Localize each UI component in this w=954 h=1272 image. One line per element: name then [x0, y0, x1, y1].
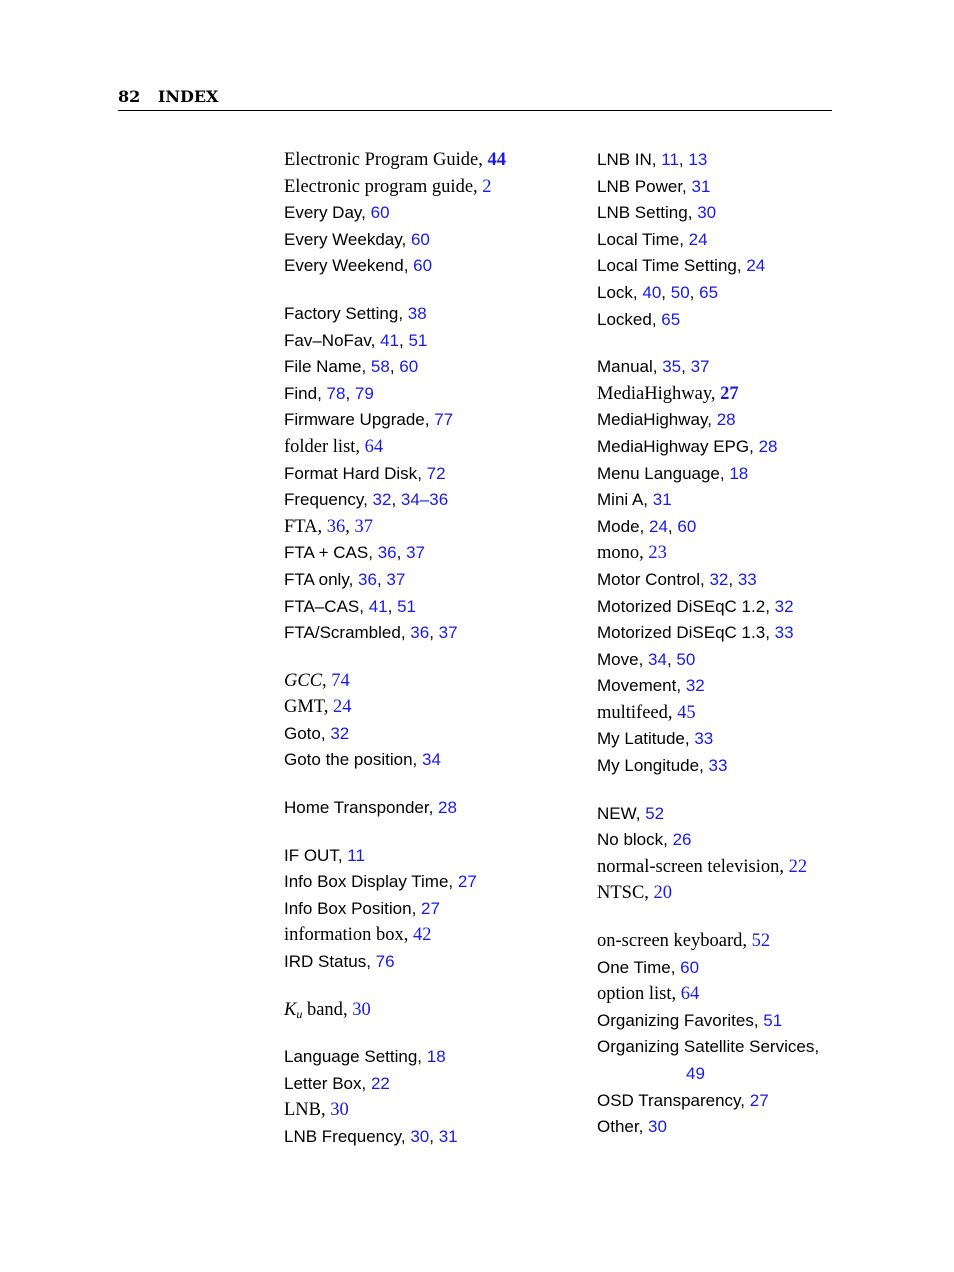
index-term: FTA/Scrambled — [284, 623, 401, 643]
index-term: Info Box Display Time — [284, 872, 449, 892]
index-term: K — [284, 999, 297, 1020]
page-link[interactable]: 33 — [708, 756, 728, 776]
index-term: Motorized DiSEqC 1.3 — [597, 623, 766, 643]
index-entry: Other, 30 — [597, 1117, 667, 1137]
page-link[interactable]: 60 — [370, 203, 390, 223]
index-term: Other — [597, 1117, 639, 1137]
index-entry: LNB IN, 11, 13 — [597, 150, 708, 169]
index-entry: Menu Language, 18 — [597, 463, 749, 483]
page-link[interactable]: 27 — [457, 872, 477, 892]
index-term: Manual — [597, 357, 653, 377]
index-entry: Lock, 40, 50, 65 — [597, 282, 719, 302]
index-entry: File Name, 58, 60 — [284, 357, 419, 377]
index-entry: folder list, 64 — [284, 436, 384, 457]
index-term: GCC — [284, 670, 323, 691]
index-entry: Electronic program guide, 2 — [284, 176, 492, 197]
index-term: My Longitude — [597, 756, 700, 776]
page-link[interactable]: 26 — [672, 830, 692, 850]
index-term: OSD Transparency — [597, 1090, 741, 1110]
index-entry: Organizing Favorites, 51 — [597, 1010, 783, 1030]
index-term: FTA–CAS — [284, 596, 360, 616]
index-term-suffix: band — [302, 999, 343, 1020]
page-link[interactable]: 24 — [333, 697, 352, 718]
page-link[interactable]: 28 — [758, 436, 778, 456]
index-term: LNB Power — [597, 176, 683, 196]
page-link[interactable]: 30 — [352, 999, 371, 1020]
index-term: Electronic program guide — [284, 176, 474, 197]
index-term: Every Weekend — [284, 256, 404, 276]
page-link[interactable]: 22 — [788, 856, 808, 877]
page-link[interactable]: 20 — [653, 883, 673, 904]
index-entry: Letter Box, 22 — [284, 1073, 390, 1093]
page-link[interactable]: 31 — [652, 490, 672, 510]
index-entry: FTA/Scrambled, 36, 37 — [284, 623, 458, 643]
page-link[interactable]: 31 — [691, 176, 711, 196]
page-link[interactable]: 51 — [408, 330, 428, 350]
index-term: Movement — [597, 676, 677, 696]
page-link[interactable]: 11 — [661, 150, 679, 169]
page-link[interactable]: 60 — [399, 357, 419, 377]
index-entry: information box, 42 — [284, 925, 432, 946]
index-term: Locked — [597, 309, 652, 329]
index-column-right — [597, 147, 847, 1162]
index-term: GMT — [284, 697, 324, 718]
page-link[interactable]: 60 — [680, 957, 700, 977]
index-term: IRD Status — [284, 952, 367, 972]
index-entry: Motor Control, 32, 33 — [597, 569, 757, 589]
index-entry: IF OUT, 11 — [284, 845, 365, 865]
page-link[interactable]: 41 — [380, 330, 399, 350]
page-link[interactable]: 27 — [749, 1090, 769, 1110]
index-term: No block — [597, 830, 664, 850]
index-entry: Local Time Setting, 24 — [597, 256, 766, 276]
index-entry: FTA + CAS, 36, 37 — [284, 543, 425, 563]
index-entry: LNB Frequency, 30, 31 — [284, 1127, 458, 1146]
index-entry: Every Weekend, 60 — [284, 256, 433, 276]
index-term: Organizing Satellite Services, — [597, 1037, 820, 1057]
page-link[interactable]: 45 — [677, 702, 696, 723]
page-link[interactable]: 74 — [331, 670, 350, 691]
page-link[interactable]: 51 — [397, 596, 417, 616]
index-entry: MediaHighway, 27 — [597, 383, 739, 404]
index-term: Info Box Position — [284, 898, 412, 918]
index-entry: Local Time, 24 — [597, 229, 708, 249]
index-term: on-screen keyboard — [597, 931, 743, 952]
index-term: Motorized DiSEqC 1.2 — [597, 596, 766, 616]
page-link[interactable]: 36 — [377, 543, 397, 563]
page-link[interactable]: 64 — [680, 984, 700, 1005]
page-link[interactable]: 18 — [426, 1047, 446, 1067]
index-entry: FTA only, 36, 37 — [284, 569, 406, 589]
index-term: FTA + CAS — [284, 543, 369, 563]
page-link[interactable]: 60 — [410, 229, 430, 249]
index-term: LNB Setting — [597, 203, 688, 223]
index-entry: Locked, 65 — [597, 309, 681, 329]
index-term: Format Hard Disk — [284, 463, 418, 483]
index-term: Fav–NoFav — [284, 330, 371, 350]
index-term: Goto — [284, 723, 321, 743]
index-letter-group — [597, 354, 847, 780]
page-link[interactable]: 37 — [386, 569, 406, 589]
index-term: Menu Language — [597, 463, 720, 483]
index-term: NEW — [597, 803, 636, 823]
index-letter-group — [284, 147, 534, 280]
index-term: MediaHighway — [597, 383, 711, 404]
page-link[interactable]: 28 — [716, 410, 736, 430]
index-term: One Time — [597, 957, 671, 977]
index-entry: OSD Transparency, 27 — [597, 1090, 769, 1110]
page-link[interactable]: 40 — [642, 282, 662, 302]
index-entry: Goto, 32 — [284, 723, 350, 743]
page-link[interactable]: 50 — [676, 649, 696, 669]
index-entry: GCC, 74 — [284, 670, 350, 691]
index-term: LNB IN — [597, 150, 652, 169]
running-header — [118, 86, 832, 111]
index-entry: NEW, 52 — [597, 803, 665, 823]
index-entry: MediaHighway EPG, 28 — [597, 436, 778, 456]
page-link[interactable]: 36 — [358, 569, 377, 589]
index-term: Every Weekday — [284, 229, 402, 249]
index-entry: Mini A, 31 — [597, 490, 672, 510]
index-term: Frequency — [284, 490, 364, 510]
index-entry: GMT, 24 — [284, 697, 352, 718]
page-link[interactable]: 77 — [434, 410, 454, 430]
page-link[interactable]: 33 — [694, 729, 714, 749]
index-entry: on-screen keyboard, 52 — [597, 931, 771, 952]
page-link[interactable]: 32 — [330, 723, 350, 743]
index-entry: LNB Setting, 30 — [597, 203, 717, 223]
index-entry: Motorized DiSEqC 1.3, 33 — [597, 623, 794, 643]
index-term: Language Setting — [284, 1047, 418, 1067]
index-term: Every Day — [284, 203, 362, 223]
index-term: Home Transponder — [284, 798, 429, 818]
page-link[interactable]: 44 — [487, 150, 506, 170]
index-entry: Frequency, 32, 34–36 — [284, 490, 449, 510]
index-entry: Factory Setting, 38 — [284, 303, 427, 323]
index-term: Firmware Upgrade — [284, 410, 425, 430]
index-entry: Every Weekday, 60 — [284, 229, 430, 249]
index-term: normal-screen television — [597, 856, 780, 877]
index-entry: Electronic Program Guide, 44 — [284, 150, 506, 170]
page-link[interactable]: 32 — [372, 490, 392, 510]
index-term: information box — [284, 925, 404, 946]
index-term: MediaHighway — [597, 410, 708, 430]
page-link[interactable]: 18 — [729, 463, 749, 483]
index-entry: Manual, 35, 37 — [597, 357, 710, 377]
index-entry: LNB Power, 31 — [597, 176, 711, 196]
index-letter-group — [284, 301, 534, 647]
index-entry: mono, 23 — [597, 543, 667, 564]
index-column-left — [284, 147, 534, 1172]
page-link[interactable]: 52 — [645, 803, 665, 823]
index-entry-continued — [597, 1061, 847, 1088]
index-letter-group — [284, 795, 534, 822]
index-term: Lock — [597, 282, 633, 302]
page-number: 82 — [118, 87, 141, 106]
page-link[interactable]: 37 — [438, 623, 458, 643]
page-link[interactable]: 38 — [407, 303, 427, 323]
page-link[interactable]: 37 — [354, 516, 373, 537]
page-link[interactable]: 58 — [370, 357, 390, 377]
index-term: option list — [597, 984, 672, 1005]
page-link[interactable]: 11 — [347, 845, 365, 865]
index-term: Goto the position — [284, 750, 413, 770]
index-entry: One Time, 60 — [597, 957, 700, 977]
index-entry: Movement, 32 — [597, 676, 705, 696]
page-link[interactable]: 32 — [709, 569, 729, 589]
page-link[interactable]: 35 — [662, 357, 682, 377]
index-entry: Home Transponder, 28 — [284, 798, 457, 818]
page-link[interactable]: 23 — [648, 543, 667, 564]
index-term: Mode — [597, 516, 640, 536]
page-link[interactable]: 37 — [406, 543, 425, 563]
index-entry: Motorized DiSEqC 1.2, 32 — [597, 596, 794, 616]
index-term: Organizing Favorites — [597, 1010, 754, 1030]
page-link[interactable]: 31 — [438, 1127, 458, 1146]
index-letter-group — [597, 801, 847, 907]
index-entry: Language Setting, 18 — [284, 1047, 446, 1067]
index-entry: multifeed, 45 — [597, 702, 696, 723]
index-entry: IRD Status, 76 — [284, 952, 395, 972]
index-entry: FTA–CAS, 41, 51 — [284, 596, 417, 616]
page-link[interactable]: 33 — [774, 623, 794, 643]
page-link[interactable]: 49 — [686, 1064, 705, 1083]
page-link[interactable]: 65 — [699, 282, 719, 302]
index-entry: Fav–NoFav, 41, 51 — [284, 330, 428, 350]
page-link[interactable]: 27 — [421, 898, 440, 918]
index-entry: Format Hard Disk, 72 — [284, 463, 446, 483]
index-letter-group — [284, 668, 534, 774]
index-letter-group — [284, 997, 534, 1024]
index-entry: Find, 78, 79 — [284, 383, 374, 403]
index-term: My Latitude — [597, 729, 685, 749]
page-link[interactable]: 36 — [326, 516, 346, 537]
index-term-subscript: u — [296, 1006, 303, 1021]
page-link[interactable]: 13 — [688, 150, 708, 169]
page-link[interactable]: 30 — [648, 1117, 667, 1137]
index-entry: My Longitude, 33 — [597, 756, 728, 776]
page-link[interactable]: 22 — [370, 1073, 390, 1093]
index-entry — [597, 1034, 847, 1061]
index-term: Mini A — [597, 490, 644, 510]
index-term: folder list — [284, 436, 356, 457]
page-link[interactable]: 78 — [326, 383, 346, 403]
index-term: Motor Control — [597, 569, 700, 589]
index-letter-group — [597, 147, 847, 333]
index-term: LNB — [284, 1100, 321, 1121]
index-term: Move — [597, 649, 639, 669]
index-term: MediaHighway EPG — [597, 436, 750, 456]
index-entry: My Latitude, 33 — [597, 729, 714, 749]
index-entry: FTA, 36, 37 — [284, 516, 373, 537]
index-entry: $K_u$ band, 30 — [284, 999, 371, 1021]
index-entry: No block, 26 — [597, 830, 692, 850]
page-link[interactable]: 30 — [697, 203, 717, 223]
page-link[interactable]: 24 — [688, 229, 708, 249]
index-entry: Mode, 24, 60 — [597, 516, 697, 536]
index-term: Local Time Setting — [597, 256, 737, 276]
index-entry: MediaHighway, 28 — [597, 410, 736, 430]
page-link[interactable]: 37 — [690, 357, 710, 377]
page-link[interactable]: 60 — [677, 516, 697, 536]
index-term: Find — [284, 383, 318, 403]
index-term: File Name — [284, 357, 362, 377]
page-link[interactable]: 24 — [648, 516, 668, 536]
page-link[interactable]: 27 — [720, 383, 739, 404]
page-link[interactable]: 41 — [368, 596, 388, 616]
index-term: multifeed — [597, 702, 668, 723]
page-link[interactable]: 28 — [438, 798, 457, 818]
page-link[interactable]: 51 — [763, 1010, 783, 1030]
index-letter-group — [597, 928, 847, 1141]
index-term: IF OUT — [284, 845, 338, 865]
page-link[interactable]: 24 — [746, 256, 766, 276]
index-term: LNB Frequency — [284, 1127, 401, 1146]
index-term: mono — [597, 543, 640, 564]
index-entry: Info Box Display Time, 27 — [284, 872, 477, 892]
index-entry: NTSC, 20 — [597, 883, 673, 904]
index-entry: normal-screen television, 22 — [597, 856, 808, 877]
index-entry: Goto the position, 34 — [284, 750, 441, 770]
index-term: Electronic Program Guide — [284, 150, 479, 170]
index-entry: LNB, 30 — [284, 1100, 349, 1121]
index-term: NTSC — [597, 883, 645, 904]
page-link[interactable]: 65 — [661, 309, 681, 329]
index-term: Factory Setting — [284, 303, 399, 323]
page-link[interactable]: 42 — [412, 925, 432, 946]
index-entry: Info Box Position, 27 — [284, 898, 440, 918]
page-link[interactable]: 52 — [751, 931, 771, 952]
page-link[interactable]: 30 — [330, 1100, 349, 1121]
index-term: Local Time — [597, 229, 680, 249]
index-entry: Firmware Upgrade, 77 — [284, 410, 454, 430]
index-entry: Every Day, 60 — [284, 203, 390, 223]
page-link[interactable]: 79 — [354, 383, 374, 403]
page-link[interactable]: 2 — [482, 176, 492, 197]
page-link[interactable]: 76 — [375, 952, 395, 972]
page-link[interactable]: 30 — [410, 1127, 430, 1146]
index-letter-group — [284, 1044, 534, 1150]
page-link[interactable]: 64 — [364, 436, 384, 457]
header-title: INDEX — [157, 87, 219, 106]
page-link[interactable]: 34–36 — [400, 490, 449, 510]
page-link[interactable]: 50 — [670, 282, 690, 302]
page-link[interactable]: 34 — [421, 750, 441, 770]
page-link[interactable]: 36 — [410, 623, 430, 643]
page-link[interactable]: 60 — [413, 256, 433, 276]
index-term: FTA only — [284, 569, 349, 589]
index-term: FTA — [284, 516, 318, 537]
index-entry: option list, 64 — [597, 984, 700, 1005]
page-link[interactable]: 34 — [648, 649, 667, 669]
index-letter-group — [284, 843, 534, 976]
index-term: Letter Box — [284, 1073, 362, 1093]
index-entry: Move, 34, 50 — [597, 649, 696, 669]
page-link[interactable]: 32 — [685, 676, 705, 696]
page-link[interactable]: 72 — [426, 463, 446, 483]
page-link[interactable]: 33 — [737, 569, 757, 589]
page-link[interactable]: 32 — [774, 596, 794, 616]
